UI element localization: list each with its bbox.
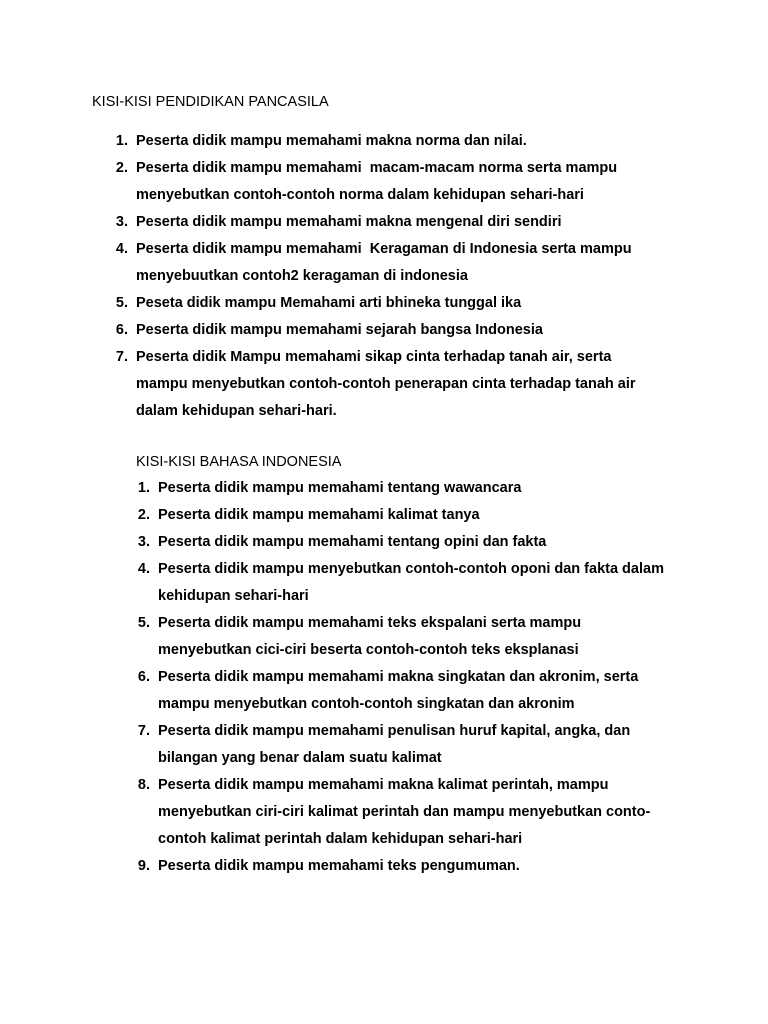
list-item-text: Peserta didik mampu menyebutkan contoh-contoh oponi dan fakta dalam kehidupan sehari-hari	[158, 561, 668, 604]
list-item-number: 4.	[115, 241, 128, 257]
list-item-text: Peserta didik mampu memahami makna mengenal diri sendiri	[136, 214, 562, 230]
list-item-number: 8.	[137, 777, 150, 793]
list-item-text: Peserta didik mampu memahami makna kalimat perintah, mampu menyebutkan ciri-ciri kalimat perintah dan mampu menyebutkan conto-contoh kalimat perintah dalam kehidupan sehari-hari	[158, 777, 651, 847]
list-item	[104, 317, 664, 344]
section-title-pancasila: KISI-KISI PENDIDIKAN PANCASILA	[92, 94, 329, 110]
list-item	[126, 529, 672, 556]
list-item-text: Peserta didik mampu memahami teks ekspalani serta mampu menyebutkan cici-ciri beserta contoh-contoh teks eksplanasi	[158, 615, 586, 658]
list-item-text: Peserta didik mampu memahami teks pengumuman.	[158, 858, 520, 874]
list-item-number: 9.	[137, 858, 150, 874]
list-item-number: 2.	[115, 160, 128, 176]
list-item	[126, 664, 672, 718]
list-item-number: 1.	[115, 133, 128, 149]
list-item-number: 7.	[115, 349, 128, 365]
list-item-text: Peserta didik mampu memahami tentang wawancara	[158, 480, 522, 496]
list-item-number: 6.	[115, 322, 128, 338]
list-item-text: Peserta didik mampu memahami Keragaman di Indonesia serta mampu menyebuutkan contoh2 keragaman di indonesia	[136, 241, 636, 284]
list-item	[104, 344, 664, 425]
list-item	[104, 155, 664, 209]
list-item-text: Peserta didik mampu memahami macam-macam norma serta mampu menyebutkan contoh-contoh norma dalam kehidupan sehari-hari	[136, 160, 622, 203]
list-item-number: 4.	[137, 561, 150, 577]
list-item	[104, 128, 664, 155]
list-item-text: Peserta didik mampu memahami tentang opini dan fakta	[158, 534, 547, 550]
list-item-text: Peserta didik mampu memahami sejarah bangsa Indonesia	[136, 322, 543, 338]
list-item	[126, 718, 672, 772]
list-item	[104, 209, 664, 236]
list-item-text: Peserta didik mampu memahami makna singkatan dan akronim, serta mampu menyebutkan contoh-contoh singkatan dan akronim	[158, 669, 643, 712]
section-title-bahasa-indonesia: KISI-KISI BAHASA INDONESIA	[136, 454, 342, 470]
list-item-text: Peserta didik mampu memahami makna norma dan nilai.	[136, 133, 527, 149]
list-item-number: 5.	[115, 295, 128, 311]
bahasa-indonesia-objectives-list	[126, 475, 672, 880]
list-item-text: Peseta didik mampu Memahami arti bhineka tunggal ika	[136, 295, 522, 311]
list-item-text: Peserta didik Mampu memahami sikap cinta terhadap tanah air, serta mampu menyebutkan contoh-contoh penerapan cinta terhadap tanah air dalam kehidupan sehari-hari.	[136, 349, 640, 419]
list-item	[126, 475, 672, 502]
list-item	[126, 772, 672, 853]
list-item	[104, 236, 664, 290]
list-item	[126, 610, 672, 664]
list-item-number: 3.	[115, 214, 128, 230]
list-item-number: 2.	[137, 507, 150, 523]
list-item-number: 6.	[137, 669, 150, 685]
list-item-number: 7.	[137, 723, 150, 739]
pancasila-objectives-list	[104, 128, 664, 425]
list-item-text: Peserta didik mampu memahami penulisan huruf kapital, angka, dan bilangan yang benar dalam suatu kalimat	[158, 723, 635, 766]
list-item-number: 5.	[137, 615, 150, 631]
list-item	[126, 853, 672, 880]
list-item	[126, 556, 672, 610]
list-item-text: Peserta didik mampu memahami kalimat tanya	[158, 507, 480, 523]
list-item-number: 3.	[137, 534, 150, 550]
list-item-number: 1.	[137, 480, 150, 496]
list-item	[126, 502, 672, 529]
list-item	[104, 290, 664, 317]
